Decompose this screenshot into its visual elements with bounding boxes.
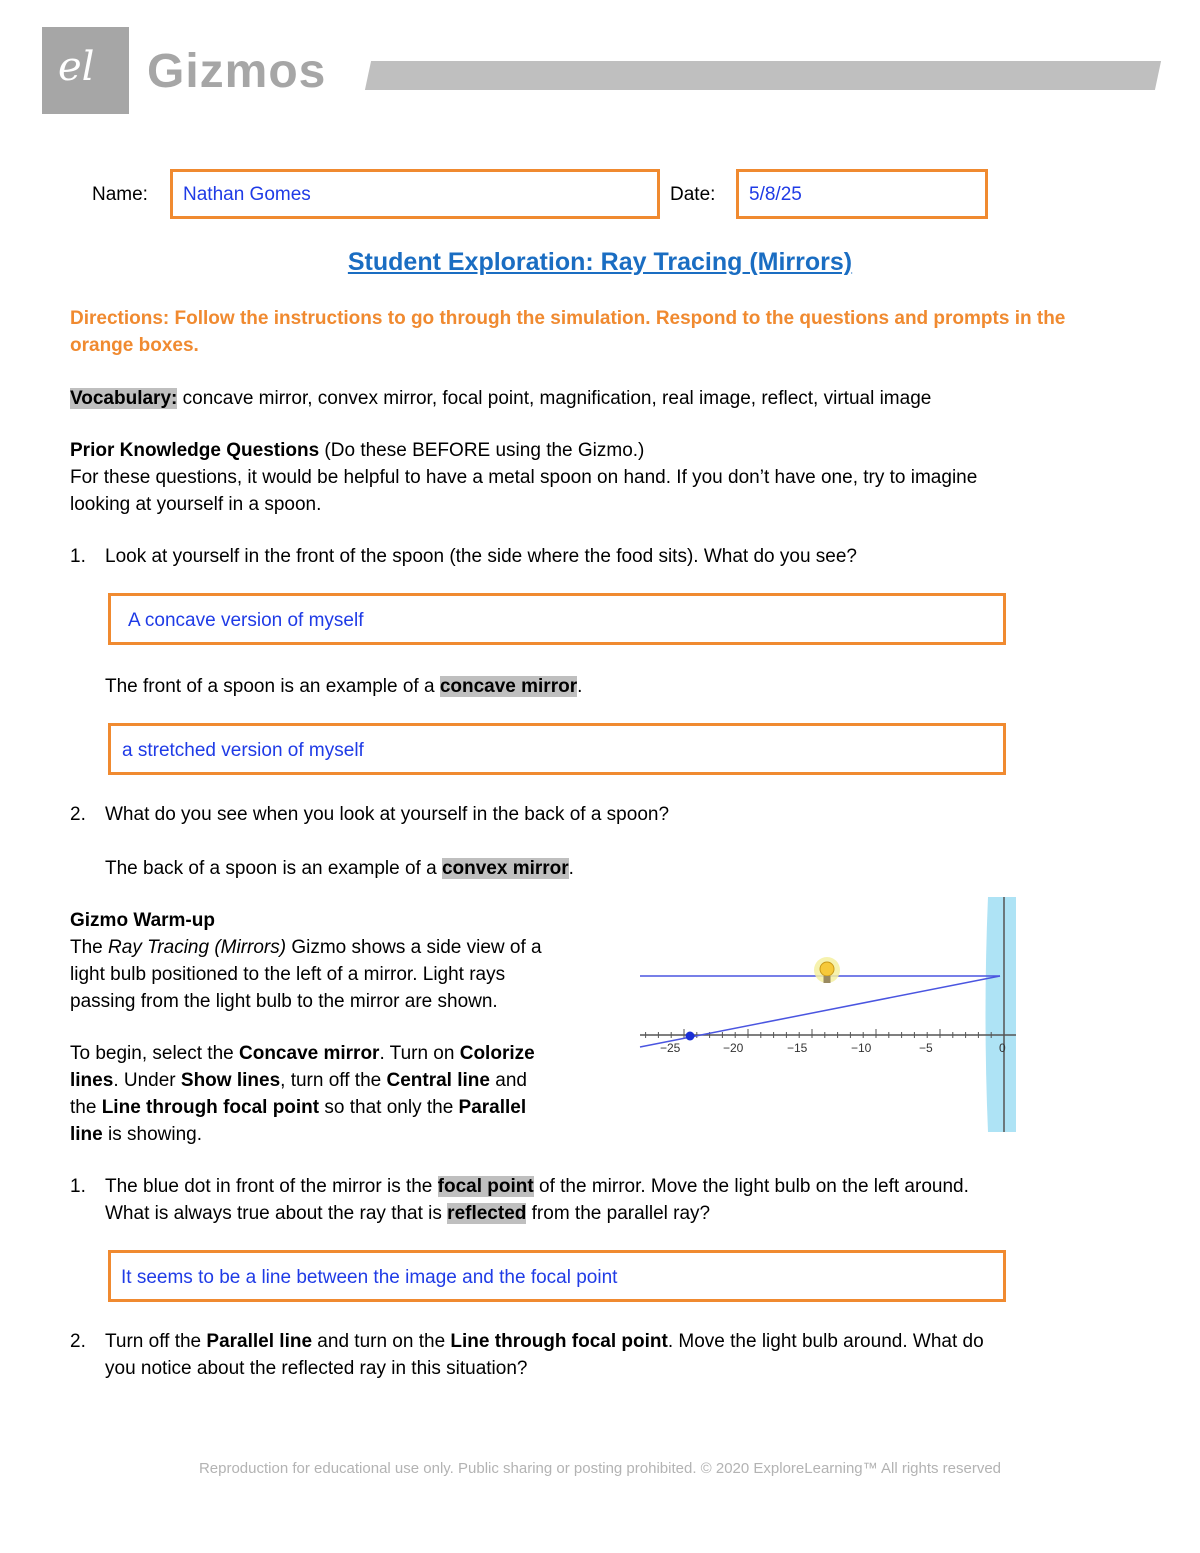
prior-q1-answer2: a stretched version of myself	[122, 740, 364, 761]
warmup-p2-line4	[70, 1121, 202, 1148]
warmup-p2-l4-b: is showing.	[102, 1124, 203, 1145]
warmup-p2-l1-b: Concave mirror	[239, 1043, 380, 1064]
warmup-p2-l3-d: Parallel	[458, 1097, 527, 1118]
prior-heading	[70, 437, 644, 464]
prior-q1-answer2-box[interactable]	[108, 723, 1006, 775]
warmup-p1-line1	[70, 934, 542, 961]
warmup-p1-line2: light bulb positioned to the left of a mirror. Light rays	[70, 964, 506, 985]
prior-q2-number: 2.	[70, 804, 86, 825]
warmup-q1-l1-term: focal point	[437, 1176, 534, 1197]
date-label: Date:	[670, 184, 716, 205]
name-field[interactable]	[170, 169, 660, 219]
warmup-q1-number: 1.	[70, 1176, 86, 1197]
warmup-q2-l1-b: Parallel line	[206, 1331, 313, 1352]
prior-q2-note-post: .	[568, 858, 574, 879]
warmup-q1-l1-c: of the mirror. Move the light bulb on the left around.	[533, 1176, 969, 1197]
prior-q2-text: What do you see when you look at yourself in the back of a spoon?	[105, 804, 670, 825]
warmup-p2-l1-c: . Turn on	[379, 1043, 460, 1064]
vocabulary-label: Vocabulary:	[70, 388, 178, 409]
ray-tracing-figure	[638, 897, 1018, 1132]
warmup-q1-line2	[105, 1200, 710, 1227]
warmup-q1-l2-a: What is always true about the ray that is	[105, 1203, 448, 1224]
tick-label-4: −5	[919, 1041, 933, 1055]
warmup-p2-l1-a: To begin, select the	[70, 1043, 239, 1064]
date-field[interactable]	[736, 169, 988, 219]
warmup-q2-l1-a: Turn off the	[105, 1331, 207, 1352]
vocabulary-text: concave mirror, convex mirror, focal point, magnification, real image, reflect, virtual image	[177, 388, 932, 409]
warmup-p2-l2-e: Central line	[386, 1070, 490, 1091]
warmup-p2-l2-a: lines	[70, 1070, 114, 1091]
mirror-shape	[986, 897, 1017, 1132]
tick-label-1: −20	[723, 1041, 744, 1055]
name-value: Nathan Gomes	[183, 184, 311, 205]
warmup-q2-number: 2.	[70, 1331, 86, 1352]
warmup-q1-l2-term: reflected	[447, 1203, 527, 1224]
warmup-p2-l4-a: line	[70, 1124, 103, 1145]
vocabulary	[70, 385, 931, 412]
warmup-p2-line1	[70, 1040, 535, 1067]
prior-q1-note-pre: The front of a spoon is an example of a	[105, 676, 440, 697]
warmup-p1-l1-post: Gizmo shows a side view of a	[286, 937, 542, 958]
tick-label-0: −25	[660, 1041, 681, 1055]
warmup-q2-l1-c: and turn on the	[312, 1331, 451, 1352]
warmup-p2-l1-d: Colorize	[459, 1043, 535, 1064]
tick-label-2: −15	[787, 1041, 808, 1055]
warmup-p2-l2-b: . Under	[113, 1070, 181, 1091]
warmup-p2-l3-c: so that only the	[319, 1097, 459, 1118]
prior-q2-note-term: convex mirror	[441, 858, 569, 879]
prior-q1-note-term: concave mirror	[439, 676, 578, 697]
focal-point-dot	[686, 1032, 695, 1041]
warmup-q1-line1	[105, 1173, 969, 1200]
prior-q2-note-pre: The back of a spoon is an example of a	[105, 858, 442, 879]
warmup-heading: Gizmo Warm-up	[70, 910, 215, 931]
warmup-q1-answer: It seems to be a line between the image and the focal point	[121, 1267, 618, 1288]
warmup-p2-line2	[70, 1067, 527, 1094]
prior-q1-number: 1.	[70, 546, 86, 567]
warmup-q2-line1	[105, 1328, 984, 1355]
name-label: Name:	[92, 184, 148, 205]
prior-q2-note	[105, 855, 574, 882]
prior-q1-text: Look at yourself in the front of the spoon (the side where the food sits). What do you see?	[105, 546, 857, 567]
logo-mark: el	[58, 44, 95, 90]
warmup-p2-l2-c: Show lines	[180, 1070, 281, 1091]
warmup-p2-l3-a: the	[70, 1097, 102, 1118]
warmup-p1-line3: passing from the light bulb to the mirror are shown.	[70, 991, 498, 1012]
warmup-q2-line2: you notice about the reflected ray in this situation?	[105, 1358, 528, 1379]
prior-q1-note	[105, 673, 582, 700]
prior-q1-answer-box[interactable]	[108, 593, 1006, 645]
warmup-p2-l2-f: and	[489, 1070, 527, 1091]
warmup-q1-answer-box[interactable]	[108, 1250, 1006, 1302]
prior-heading-note: (Do these BEFORE using the Gizmo.)	[319, 440, 645, 461]
prior-intro-line1: For these questions, it would be helpful to have a metal spoon on hand. If you don’t have one, try to imagine	[70, 467, 978, 488]
page-title: Student Exploration: Ray Tracing (Mirrors)	[347, 248, 853, 276]
brand-name: Gizmos	[147, 45, 327, 98]
warmup-q1-l2-c: from the parallel ray?	[526, 1203, 711, 1224]
directions: Directions: Follow the instructions to go through the simulation. Respond to the questions and prompts in the orange boxes.	[70, 308, 1066, 356]
warmup-p2-line3	[70, 1094, 526, 1121]
prior-q1-note-post: .	[577, 676, 583, 697]
header-bar	[365, 61, 1161, 90]
tick-label-3: −10	[851, 1041, 872, 1055]
warmup-q2-l1-e: . Move the light bulb around. What do	[667, 1331, 984, 1352]
warmup-p1-l1-pre: The	[70, 937, 109, 958]
tick-label-5: 0	[999, 1041, 1006, 1055]
warmup-p2-l2-d: , turn off the	[280, 1070, 387, 1091]
warmup-q1-l1-a: The blue dot in front of the mirror is the	[105, 1176, 438, 1197]
axis-ticks	[646, 1029, 1004, 1038]
warmup-q2-l1-d: Line through focal point	[450, 1331, 668, 1352]
light-bulb-icon	[814, 957, 840, 983]
prior-q1-answer: A concave version of myself	[128, 610, 364, 631]
warmup-p2-l3-b: Line through focal point	[101, 1097, 320, 1118]
warmup-p1-l1-em: Ray Tracing (Mirrors)	[108, 937, 287, 958]
date-value: 5/8/25	[749, 184, 802, 205]
prior-intro-line2: looking at yourself in a spoon.	[70, 494, 322, 515]
footer: Reproduction for educational use only. Public sharing or posting prohibited. © 2020 ExploreLearning™ All rights reserved	[198, 1460, 1002, 1477]
prior-heading-title: Prior Knowledge Questions	[70, 440, 320, 461]
